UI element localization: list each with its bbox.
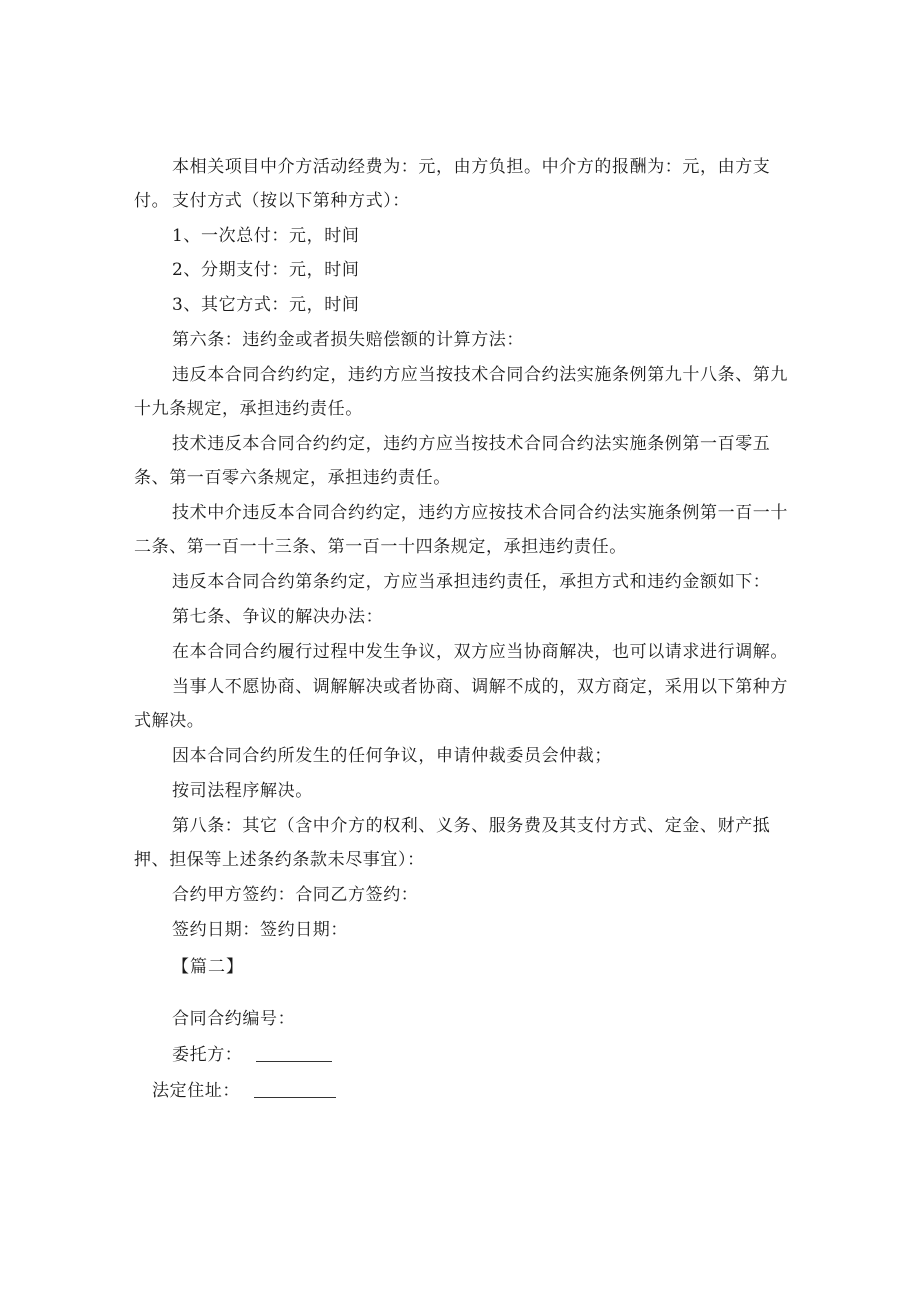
contract-number-field <box>172 1002 295 1036</box>
section-heading: 【篇二】 <box>172 957 244 977</box>
paragraph-payment-option-2: 2、分期支付：元，时间 <box>172 260 360 280</box>
paragraph-article-8: 第八条：其它（含中介方的权利、义务、服务费及其支付方式、定金、财产抵押、担保等上述条约条款未尽事宜）： <box>134 816 771 870</box>
paragraph-article-6: 第六条：违约金或者损失赔偿额的计算方法： <box>172 330 524 350</box>
paragraph-dispute-method: 当事人不愿协商、调解解决或者协商、调解不成的，双方商定，采用以下第种方式解决。 <box>134 677 788 731</box>
paragraph-breach-4: 违反本合同合约第条约定，方应当承担违约责任，承担方式和违约金额如下： <box>172 572 771 592</box>
paragraph-signatures: 合约甲方签约：合同乙方签约： <box>172 885 419 905</box>
address-blank-line <box>254 1077 336 1098</box>
client-blank-line <box>256 1041 332 1062</box>
client-field <box>172 1038 332 1072</box>
client-label: 委托方： <box>172 1045 243 1065</box>
paragraph-fees: 本相关项目中介方活动经费为：元，由方负担。中介方的报酬为：元，由方支付。 <box>134 157 771 211</box>
paragraph-breach-1: 违反本合同合约约定，违约方应当按技术合同合约法实施条例第九十八条、第九十九条规定，承担违约责任。 <box>134 365 788 419</box>
paragraph-payment-option-1: 1、一次总付：元，时间 <box>172 226 360 246</box>
paragraph-arbitration: 因本合同合约所发生的任何争议，申请仲裁委员会仲裁； <box>172 746 612 766</box>
paragraph-payment-option-3: 3、其它方式：元，时间 <box>172 295 360 315</box>
paragraph-breach-2: 技术违反本合同合约约定，违约方应当按技术合同合约法实施条例第一百零五条、第一百零六条规定，承担违约责任。 <box>134 434 771 488</box>
paragraph-judicial: 按司法程序解决。 <box>172 781 313 801</box>
address-label: 法定住址： <box>152 1081 240 1101</box>
paragraph-payment-method: 支付方式（按以下第种方式）： <box>172 191 410 211</box>
paragraph-sign-dates: 签约日期：签约日期： <box>172 920 348 940</box>
paragraph-breach-3: 技术中介违反本合同合约约定，违约方应按技术合同合约法实施条例第一百一十二条、第一百一十三条、第一百一十四条规定，承担违约责任。 <box>134 503 788 557</box>
paragraph-dispute-negotiation: 在本合同合约履行过程中发生争议，双方应当协商解决，也可以请求进行调解。 <box>172 642 788 662</box>
paragraph-article-7: 第七条、争议的解决办法： <box>172 607 384 627</box>
contract-number-label: 合同合约编号： <box>172 1009 296 1029</box>
address-field <box>152 1074 336 1108</box>
